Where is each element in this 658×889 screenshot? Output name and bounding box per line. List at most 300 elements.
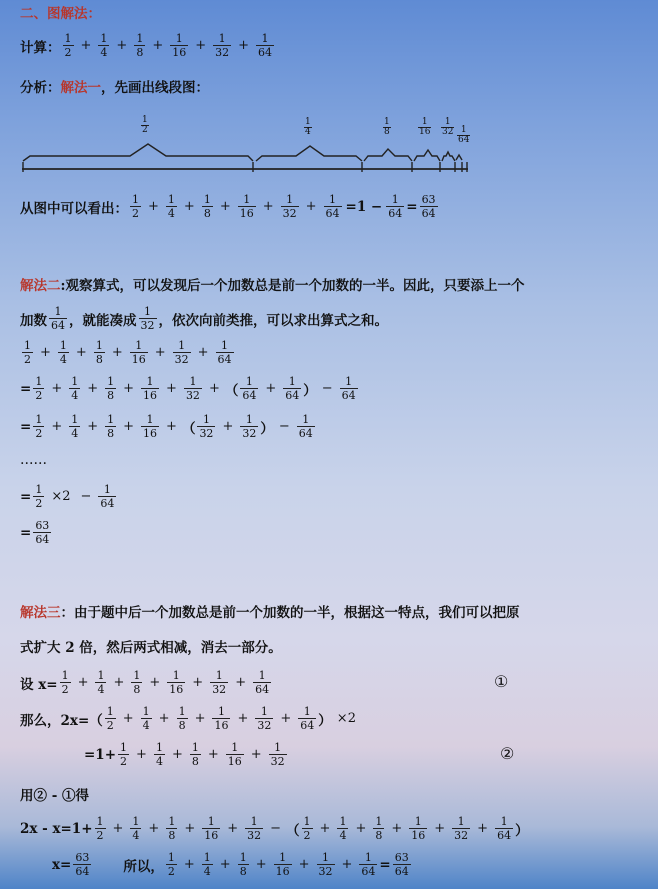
denominator: 64 <box>285 388 300 402</box>
text: ） <box>318 712 332 729</box>
operator: − <box>270 821 282 837</box>
method3-line1 <box>20 601 658 621</box>
numerator: 1 <box>120 741 128 754</box>
operator: + <box>183 199 195 215</box>
text: （ <box>89 712 103 729</box>
operator: + <box>192 675 204 691</box>
operator: ×2 <box>51 489 71 505</box>
text: 1 <box>305 117 311 127</box>
denominator: 16 <box>143 426 158 440</box>
fraction-q <box>141 706 152 731</box>
fraction-a <box>393 852 411 877</box>
denominator: 32 <box>257 718 272 732</box>
fraction-x <box>340 376 358 401</box>
text: 8 <box>384 127 390 138</box>
denominator: 2 <box>120 754 128 768</box>
fraction-t <box>269 742 287 767</box>
denominator: 64 <box>421 206 436 220</box>
fraction-h <box>33 484 44 509</box>
numerator: 1 <box>303 815 311 828</box>
text: 分析： <box>20 80 61 96</box>
operator: ×2 <box>336 711 356 727</box>
numerator: 1 <box>135 339 143 352</box>
operator: − <box>80 489 92 505</box>
operator: − <box>278 419 290 435</box>
fraction-h <box>166 852 177 877</box>
fraction-q <box>98 33 109 58</box>
fraction-s <box>167 670 185 695</box>
operator: + <box>255 857 267 873</box>
denominator: 64 <box>258 45 273 59</box>
fraction-x <box>253 670 271 695</box>
numerator: 1 <box>414 815 422 828</box>
fraction-h <box>33 376 44 401</box>
denominator: 4 <box>155 754 163 768</box>
fraction-q <box>202 852 213 877</box>
text: 2 <box>142 125 148 136</box>
operator: + <box>298 857 310 873</box>
diagram-label-half <box>141 116 149 136</box>
denominator: 8 <box>178 718 186 732</box>
numerator: 1 <box>364 851 372 864</box>
text: 从图中可以看出： <box>20 200 128 217</box>
text: 1 <box>142 115 148 125</box>
denominator: 2 <box>96 828 104 842</box>
fraction-x <box>283 376 301 401</box>
circle-2: ② <box>500 744 515 763</box>
numerator: 1 <box>245 375 253 388</box>
text: ，就能凑成 <box>69 312 137 329</box>
fraction-q <box>166 194 177 219</box>
segment-diagram <box>0 112 658 182</box>
numerator: 1 <box>54 305 62 318</box>
denominator: 16 <box>204 828 219 842</box>
fraction-q <box>58 340 69 365</box>
fraction-e <box>105 414 116 439</box>
operator: + <box>183 857 195 873</box>
text: ，先画出线段图： <box>101 80 209 96</box>
fraction-h <box>302 816 313 841</box>
text: :观察算式，可以发现后一个加数总是前一个加数的一半。因此，只要添上一个 <box>60 278 525 294</box>
text: =1+ <box>84 746 117 763</box>
numerator: 1 <box>261 32 269 45</box>
method2-dots: …… <box>20 452 47 468</box>
text: 2x - x=1+ <box>20 820 93 837</box>
numerator: 63 <box>394 851 409 864</box>
text: 解法二 <box>20 278 61 294</box>
operator: + <box>184 821 196 837</box>
denominator: 2 <box>64 45 72 59</box>
denominator: 4 <box>59 352 67 366</box>
method2-line2 <box>20 306 658 331</box>
numerator: 63 <box>75 851 90 864</box>
text: 解法一 <box>60 80 101 96</box>
operator: + <box>113 675 125 691</box>
operator: + <box>148 199 159 215</box>
text: = <box>20 380 32 397</box>
analysis-line <box>20 76 658 96</box>
numerator: 1 <box>302 413 310 426</box>
text: 所以， <box>123 858 164 875</box>
denominator: 64 <box>242 388 257 402</box>
fraction-t <box>210 670 228 695</box>
denominator: 32 <box>174 352 189 366</box>
numerator: 1 <box>35 413 43 426</box>
fraction-t <box>240 414 258 439</box>
operator: + <box>265 381 277 397</box>
denominator: 8 <box>107 426 115 440</box>
operator: + <box>123 419 135 435</box>
numerator: 1 <box>96 815 104 828</box>
method2-eq3 <box>20 414 658 439</box>
denominator: 2 <box>35 426 43 440</box>
text: 1 <box>421 117 428 127</box>
numerator: 1 <box>146 375 154 388</box>
fraction-e <box>238 852 249 877</box>
fraction-h <box>95 816 106 841</box>
fraction-s <box>130 340 148 365</box>
calc-label: 计算： <box>20 39 61 56</box>
numerator: 1 <box>35 483 43 496</box>
numerator: 1 <box>144 305 151 318</box>
fraction-s <box>274 852 292 877</box>
numerator: 1 <box>142 705 150 718</box>
fraction-t <box>317 852 335 877</box>
fraction-e <box>105 376 116 401</box>
numerator: 1 <box>217 705 225 718</box>
operator: + <box>235 675 247 691</box>
denominator: 8 <box>191 754 199 768</box>
operator: + <box>166 419 177 435</box>
denominator: 32 <box>140 318 155 332</box>
denominator: 64 <box>341 388 356 402</box>
operator: + <box>227 821 239 837</box>
text: ：由于题中后一个加数总是前一个加数的一半，根据这一特点，我们可以把原 <box>60 605 520 621</box>
denominator: 2 <box>61 682 69 696</box>
denominator: 8 <box>133 682 141 696</box>
text: = <box>20 524 32 541</box>
numerator: 1 <box>64 32 72 45</box>
numerator: 1 <box>207 815 215 828</box>
numerator: 1 <box>203 851 211 864</box>
fraction-t <box>255 706 273 731</box>
denominator: 32 <box>318 864 333 878</box>
operator: + <box>77 675 89 691</box>
fraction-h <box>60 670 71 695</box>
fraction-e <box>134 33 145 58</box>
fraction-x <box>386 194 404 219</box>
method2-line1 <box>20 274 658 294</box>
fraction-x <box>495 816 513 841</box>
numerator: 1 <box>132 815 140 828</box>
fraction-x <box>49 306 67 331</box>
fraction-t <box>184 376 202 401</box>
operator: + <box>434 821 446 837</box>
diagram-label-sixteenth <box>418 118 431 138</box>
denominator: 8 <box>168 828 176 842</box>
text: 解法三 <box>20 605 61 621</box>
denominator: 4 <box>142 718 150 732</box>
denominator: 64 <box>75 864 90 878</box>
circle-1: ① <box>494 672 509 691</box>
denominator: 64 <box>325 206 340 220</box>
operator: + <box>219 857 231 873</box>
denominator: 2 <box>106 718 114 732</box>
operator: + <box>207 747 219 763</box>
numerator: 1 <box>279 851 287 864</box>
fraction-e <box>177 706 188 731</box>
numerator: 63 <box>421 193 436 206</box>
numerator: 1 <box>391 193 399 206</box>
numerator: 1 <box>100 32 108 45</box>
denominator: 32 <box>242 426 257 440</box>
denominator: 2 <box>132 206 139 220</box>
text: ，依次向前类推，可以求出算式之和。 <box>158 312 388 329</box>
denominator: 64 <box>217 352 232 366</box>
calc-line <box>20 33 658 58</box>
denominator: 2 <box>24 352 31 366</box>
operator: + <box>237 711 249 727</box>
numerator: 1 <box>189 375 197 388</box>
denominator: 32 <box>247 828 262 842</box>
numerator: 1 <box>155 741 163 754</box>
numerator: 1 <box>172 669 180 682</box>
method3-line2: 式扩大 2 倍，然后两式相减，消去一部分。 <box>20 640 282 656</box>
numerator: 1 <box>168 815 176 828</box>
denominator: 64 <box>300 718 315 732</box>
method3-subtract <box>20 816 658 841</box>
numerator: 1 <box>167 193 175 206</box>
fraction-a <box>73 852 91 877</box>
numerator: 1 <box>500 815 508 828</box>
fraction-q <box>69 414 80 439</box>
numerator: 1 <box>375 815 383 828</box>
numerator: 1 <box>175 32 183 45</box>
text: （ <box>286 822 300 839</box>
denominator: 4 <box>339 828 347 842</box>
numerator: 1 <box>303 705 311 718</box>
denominator: 16 <box>131 352 146 366</box>
operator: + <box>40 345 51 361</box>
operator: + <box>51 381 63 397</box>
operator: + <box>195 38 207 54</box>
numerator: 1 <box>133 669 141 682</box>
operator: + <box>250 747 262 763</box>
numerator: 1 <box>218 32 226 45</box>
numerator: 1 <box>250 815 258 828</box>
denominator: 64 <box>361 864 376 878</box>
operator: + <box>238 38 250 54</box>
operator: + <box>112 821 124 837</box>
denominator: 16 <box>214 718 229 732</box>
operator: + <box>319 821 331 837</box>
from-figure-line <box>20 194 658 219</box>
operator: + <box>154 345 166 361</box>
numerator: 1 <box>339 815 347 828</box>
denominator: 16 <box>275 864 290 878</box>
denominator: 16 <box>239 206 254 220</box>
operator: + <box>477 821 489 837</box>
fraction-t <box>281 194 299 219</box>
fraction-a <box>420 194 438 219</box>
numerator: 63 <box>35 519 50 532</box>
denominator: 32 <box>282 206 297 220</box>
method2-eq2 <box>20 376 658 401</box>
denominator: 32 <box>212 682 227 696</box>
operator: − <box>321 381 333 397</box>
numerator: 1 <box>132 193 139 206</box>
fraction-e <box>202 194 213 219</box>
operator: + <box>51 419 63 435</box>
fraction-h <box>130 194 141 219</box>
operator: + <box>111 345 123 361</box>
operator: + <box>171 747 183 763</box>
denominator: 32 <box>270 754 285 768</box>
method3-set <box>20 670 658 695</box>
text: 4 <box>305 127 311 138</box>
method3-use: 用② - ①得 <box>20 788 90 804</box>
denominator: 8 <box>203 206 211 220</box>
denominator: 16 <box>227 754 242 768</box>
denominator: 4 <box>71 388 79 402</box>
fraction-s <box>409 816 427 841</box>
fraction-t <box>452 816 470 841</box>
fraction-s <box>170 33 188 58</box>
fraction-t <box>197 414 215 439</box>
fraction-x <box>324 194 342 219</box>
fraction-s <box>202 816 220 841</box>
text: =1 − <box>345 198 383 215</box>
denominator: 4 <box>71 426 79 440</box>
fraction-s <box>141 376 159 401</box>
numerator: 1 <box>107 413 115 426</box>
numerator: 1 <box>24 339 31 352</box>
numerator: 1 <box>215 669 223 682</box>
operator: + <box>262 199 274 215</box>
numerator: 1 <box>178 705 186 718</box>
method3-then <box>20 706 658 731</box>
operator: + <box>194 711 206 727</box>
diagram-label-eighth <box>383 118 391 138</box>
numerator: 1 <box>245 413 253 426</box>
method2-eq1 <box>20 340 658 365</box>
fraction-t <box>213 33 231 58</box>
operator: + <box>136 747 147 763</box>
denominator: 4 <box>97 682 105 696</box>
fraction-t <box>139 306 157 331</box>
fraction-x <box>98 484 116 509</box>
numerator: 1 <box>136 32 144 45</box>
fraction-x <box>216 340 234 365</box>
numerator: 1 <box>167 851 175 864</box>
fraction-x <box>359 852 377 877</box>
numerator: 1 <box>274 741 282 754</box>
denominator: 64 <box>298 426 313 440</box>
text: = <box>20 488 32 505</box>
fraction-s <box>212 706 230 731</box>
denominator: 4 <box>167 206 175 220</box>
denominator: 64 <box>394 864 409 878</box>
operator: + <box>355 821 367 837</box>
denominator: 4 <box>203 864 211 878</box>
denominator: 4 <box>132 828 140 842</box>
fraction-s <box>141 414 159 439</box>
text: 1 <box>460 125 467 135</box>
operator: + <box>208 381 220 397</box>
fraction-h <box>22 340 33 365</box>
text: ） <box>260 420 274 437</box>
operator: + <box>341 857 353 873</box>
denominator: 32 <box>215 45 230 59</box>
text: 16 <box>419 127 431 138</box>
numerator: 1 <box>258 669 266 682</box>
operator: + <box>75 345 87 361</box>
text: 1 <box>384 117 390 127</box>
text: （ <box>181 420 196 437</box>
denominator: 64 <box>100 496 115 510</box>
operator: + <box>166 381 177 397</box>
numerator: 1 <box>202 413 210 426</box>
text: 1 <box>444 117 451 127</box>
denominator: 64 <box>497 828 512 842</box>
method3-final <box>52 852 658 877</box>
fraction-q <box>130 816 141 841</box>
operator: + <box>87 419 99 435</box>
numerator: 1 <box>103 483 111 496</box>
diagram-label-32nd <box>441 118 454 138</box>
numerator: 1 <box>146 413 154 426</box>
numerator: 1 <box>260 705 268 718</box>
denominator: 2 <box>303 828 311 842</box>
denominator: 2 <box>167 864 175 878</box>
numerator: 1 <box>231 741 239 754</box>
numerator: 1 <box>191 741 199 754</box>
text: 64 <box>458 135 470 146</box>
operator: + <box>158 711 170 727</box>
fraction-e <box>190 742 201 767</box>
text: = <box>20 418 32 435</box>
denominator: 64 <box>35 532 50 546</box>
text: 32 <box>442 127 454 138</box>
fraction-x <box>256 33 274 58</box>
denominator: 32 <box>185 388 200 402</box>
method2-result <box>20 520 658 545</box>
numerator: 1 <box>457 815 465 828</box>
denominator: 64 <box>51 318 65 332</box>
numerator: 1 <box>106 705 114 718</box>
fraction-e <box>131 670 142 695</box>
numerator: 1 <box>107 375 115 388</box>
fraction-q <box>95 670 106 695</box>
denominator: 4 <box>100 45 108 59</box>
denominator: 8 <box>136 45 144 59</box>
operator: + <box>222 419 234 435</box>
fraction-h <box>63 33 74 58</box>
numerator: 1 <box>322 851 329 864</box>
denominator: 8 <box>239 864 247 878</box>
operator: + <box>219 199 231 215</box>
fraction-h <box>33 414 44 439</box>
text: ） <box>515 822 529 839</box>
numerator: 1 <box>95 339 103 352</box>
denominator: 64 <box>388 206 403 220</box>
numerator: 1 <box>35 375 43 388</box>
operator: + <box>149 675 161 691</box>
denominator: 8 <box>95 352 103 366</box>
numerator: 1 <box>345 375 353 388</box>
operator: + <box>122 711 134 727</box>
denominator: 16 <box>169 682 184 696</box>
